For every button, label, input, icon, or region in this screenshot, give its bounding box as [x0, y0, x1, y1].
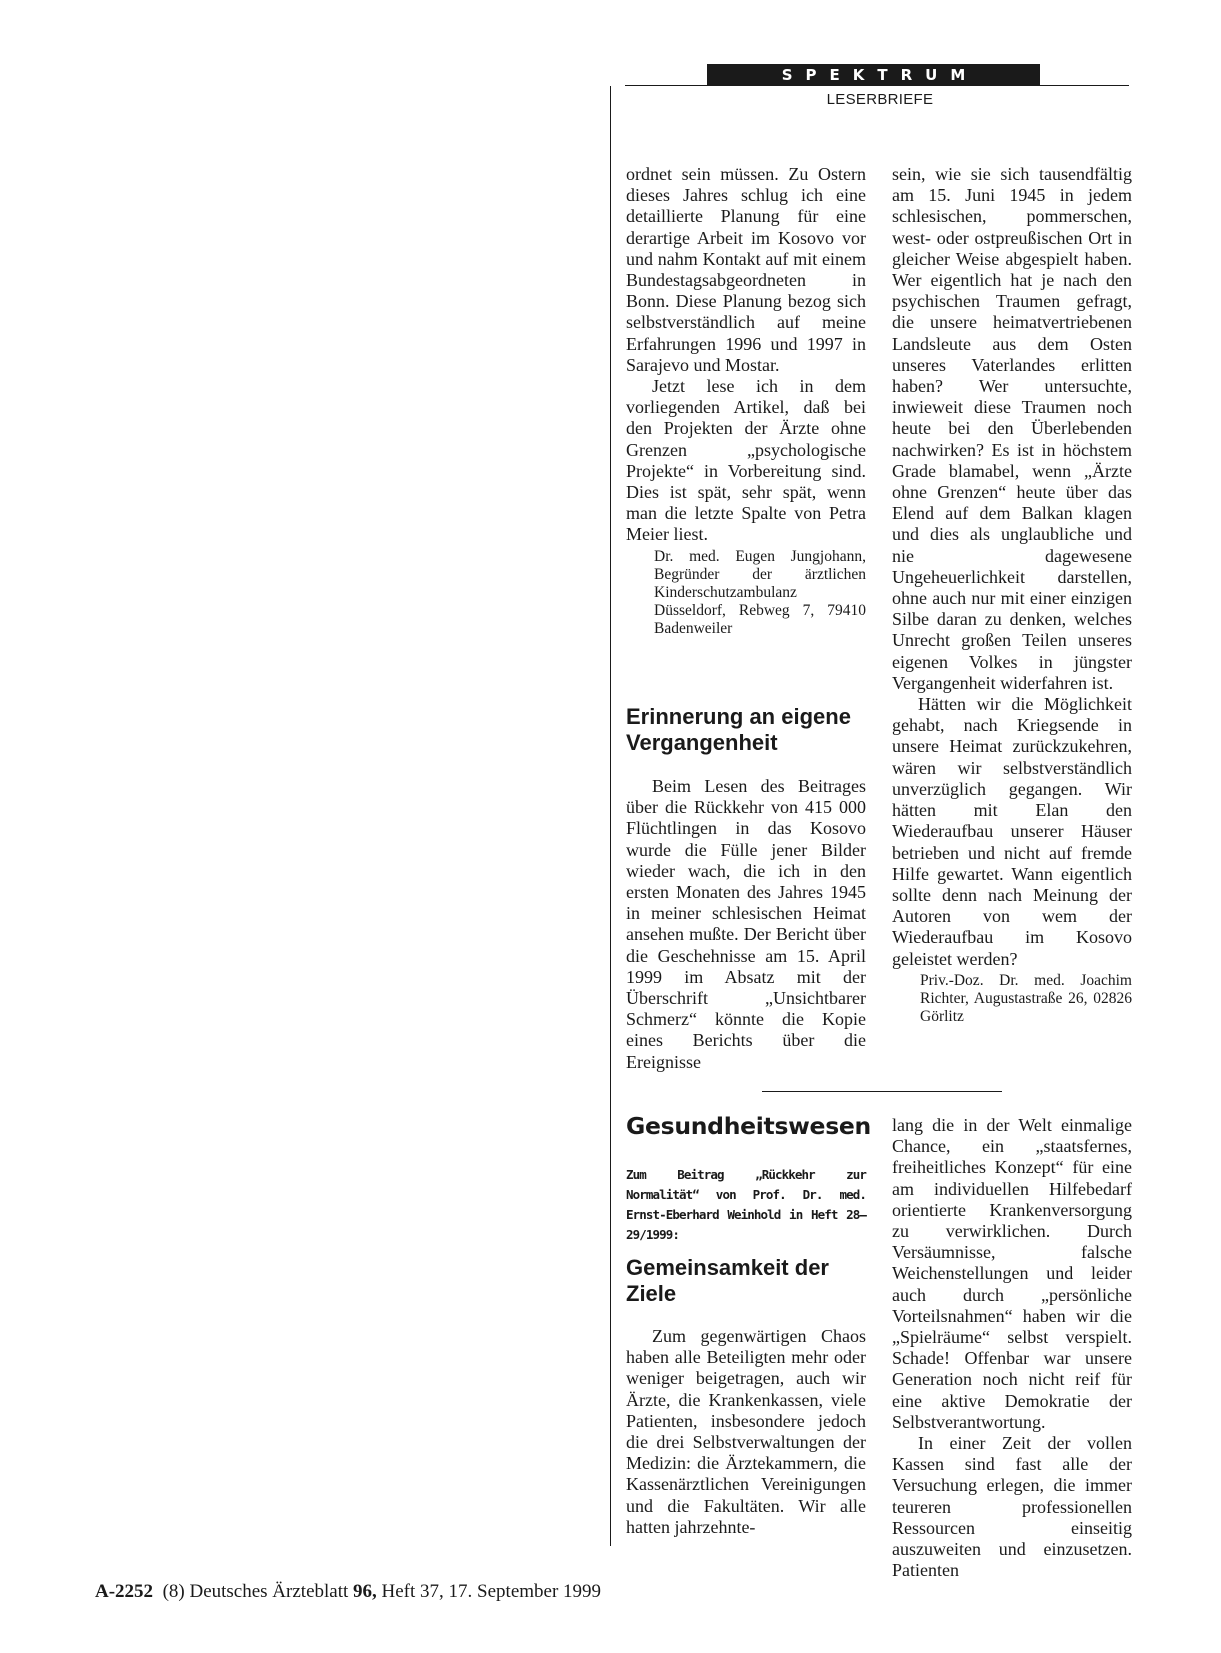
- section-header-bar: [707, 64, 1040, 86]
- letter3-column-2: [892, 1115, 1132, 1581]
- letter3-heading-block: [626, 1255, 866, 1307]
- footer-issue: Heft 37, 17. September 1999: [381, 1581, 602, 1602]
- letter3-paragraph-2: lang die in der Welt einmalige Chance, ein „staatsfernes, freiheitliches Konzept“ für eine am individuellen Hilfebedarf orientierte Krankenversorgung zu verwirklichen. Durch Versäumnisse, falsche Weichenstellungen und leider auch durch „persönliche Vorteilsnahmen“ haben wir die „Spielräume“ selbst verspielt. Schade! Offenbar war unsere Generation noch nicht reif für eine aktive Demokratie der Selbstverantwortung.: [892, 1115, 1132, 1432]
- letter1-column: [626, 164, 866, 638]
- section-intro: Zum Beitrag „Rückkehr zur Normalität“ von Prof. Dr. med. Ernst-Eberhard Weinhold in Heft 28–29/1999:: [626, 1167, 866, 1242]
- letter3-column-1: [626, 1326, 866, 1538]
- letter3-paragraph-3: In einer Zeit der vollen Kassen sind fast alle der Versuchung erlegen, die immer teureren professionellen Ressourcen einseitig auszuweiten und einzusetzen. Patienten: [892, 1433, 1132, 1581]
- letter1-paragraph-2: Jetzt lese ich in dem vorliegenden Artikel, daß bei den Projekten der Ärzte ohne Grenzen „psychologische Projekte“ in Vorbereitung sind. Dies ist spät, sehr spät, wenn man die letzte Spalte von Petra Meier liest.: [626, 376, 866, 545]
- letter3-paragraph-1: Zum gegenwärtigen Chaos haben alle Beteiligten mehr oder weniger beigetragen, auch wir Ärzte, die Krankenkassen, viele Patienten, insbesondere jedoch die drei Selbstverwaltungen der Medizin: die Ärztekammern, die Kassenärztlichen Vereinigungen und die Fakultäten. Wir alle hatten jahrzehnte-: [626, 1326, 866, 1537]
- column-divider: [610, 86, 611, 1546]
- letter2-signature: Priv.-Doz. Dr. med. Joachim Richter, Augustastraße 26, 02826 Görlitz: [920, 971, 1132, 1025]
- letter1-paragraph-1: ordnet sein müssen. Zu Ostern dieses Jahres schlug ich eine detaillierte Planung für eine derartige Arbeit im Kosovo vor und nahm Kontakt auf mit einem Bundestagsabgeordneten in Bonn. Diese Planung bezog sich selbstverständlich auf meine Erfahrungen 1996 und 1997 in Sarajevo und Mostar.: [626, 164, 866, 375]
- section-label: SPEKTRUM: [781, 66, 979, 84]
- letter2-column-1: [626, 776, 866, 1073]
- letter2-column-2: [892, 164, 1132, 1026]
- letter2-paragraph-1: Beim Lesen des Beitrages über die Rückkehr von 415 000 Flüchtlingen in das Kosovo wurde die Fülle jener Bilder wieder wach, die ich in den ersten Monaten des Jahres 1945 in meiner schlesischen Heimat ansehen mußte. Der Bericht über die Geschehnisse am 15. April 1999 im Absatz mit der Überschrift „Unsichtbarer Schmerz“ könnte die Kopie eines Berichts über die Ereignisse: [626, 776, 866, 1072]
- footer-publication: (8) Deutsches Ärzteblatt: [162, 1581, 349, 1602]
- page-footer: [95, 1580, 795, 1604]
- footer-volume: 96,: [353, 1581, 377, 1602]
- letter1-signature: Dr. med. Eugen Jungjohann, Begründer der ärztlichen Kinderschutzambulanz Düsseldorf, Rebweg 7, 79410 Badenweiler: [654, 547, 866, 637]
- page-number: A-2252: [95, 1581, 154, 1602]
- header-rule: [625, 85, 1129, 86]
- letter2-heading: Erinnerung an eigene Vergangenheit: [626, 704, 851, 755]
- subsection-label: LESERBRIEFE: [826, 91, 934, 108]
- letter2-heading-block: [626, 704, 866, 756]
- section-separator: [762, 1091, 1002, 1092]
- letter3-heading: Gemeinsamkeit der Ziele: [626, 1255, 829, 1306]
- section-title: Gesundheitswesen: [626, 1112, 871, 1140]
- letter2-paragraph-3: Hätten wir die Möglichkeit gehabt, nach Kriegsende in unsere Heimat zurückzukehren, wären wir selbstverständlich unverzüglich gegangen. Wir hätten mit Elan den Wiederaufbau unserer Häuser betrieben und nicht auf fremde Hilfe gewartet. Wann eigentlich sollte denn nach Meinung der Autoren von wem der Wiederaufbau im Kosovo geleistet werden?: [892, 694, 1132, 969]
- letter2-paragraph-2: sein, wie sie sich tausendfältig am 15. Juni 1945 in jedem schlesischen, pommerschen, west- oder ostpreußischen Ort in gleicher Weise abgespielt haben. Wer eigentlich hat je nach den psychischen Traumen gefragt, die unsere heimatvertriebenen Landsleute aus dem Osten unseres Vaterlandes erlitten haben? Wer untersuchte, inwieweit diese Traumen noch heute bei den Überlebenden nachwirken? Es ist in höchstem Grade blamabel, wenn „Ärzte ohne Grenzen“ heute über das Elend auf dem Balkan klagen und dies als unglaubliche und nie dagewesene Ungeheuerlichkeit darstellen, ohne auch nur mit einer einzigen Silbe daran zu denken, welches Unrecht großen Teilen unseres eigenen Volkes in jüngster Vergangenheit widerfahren ist.: [892, 164, 1132, 693]
